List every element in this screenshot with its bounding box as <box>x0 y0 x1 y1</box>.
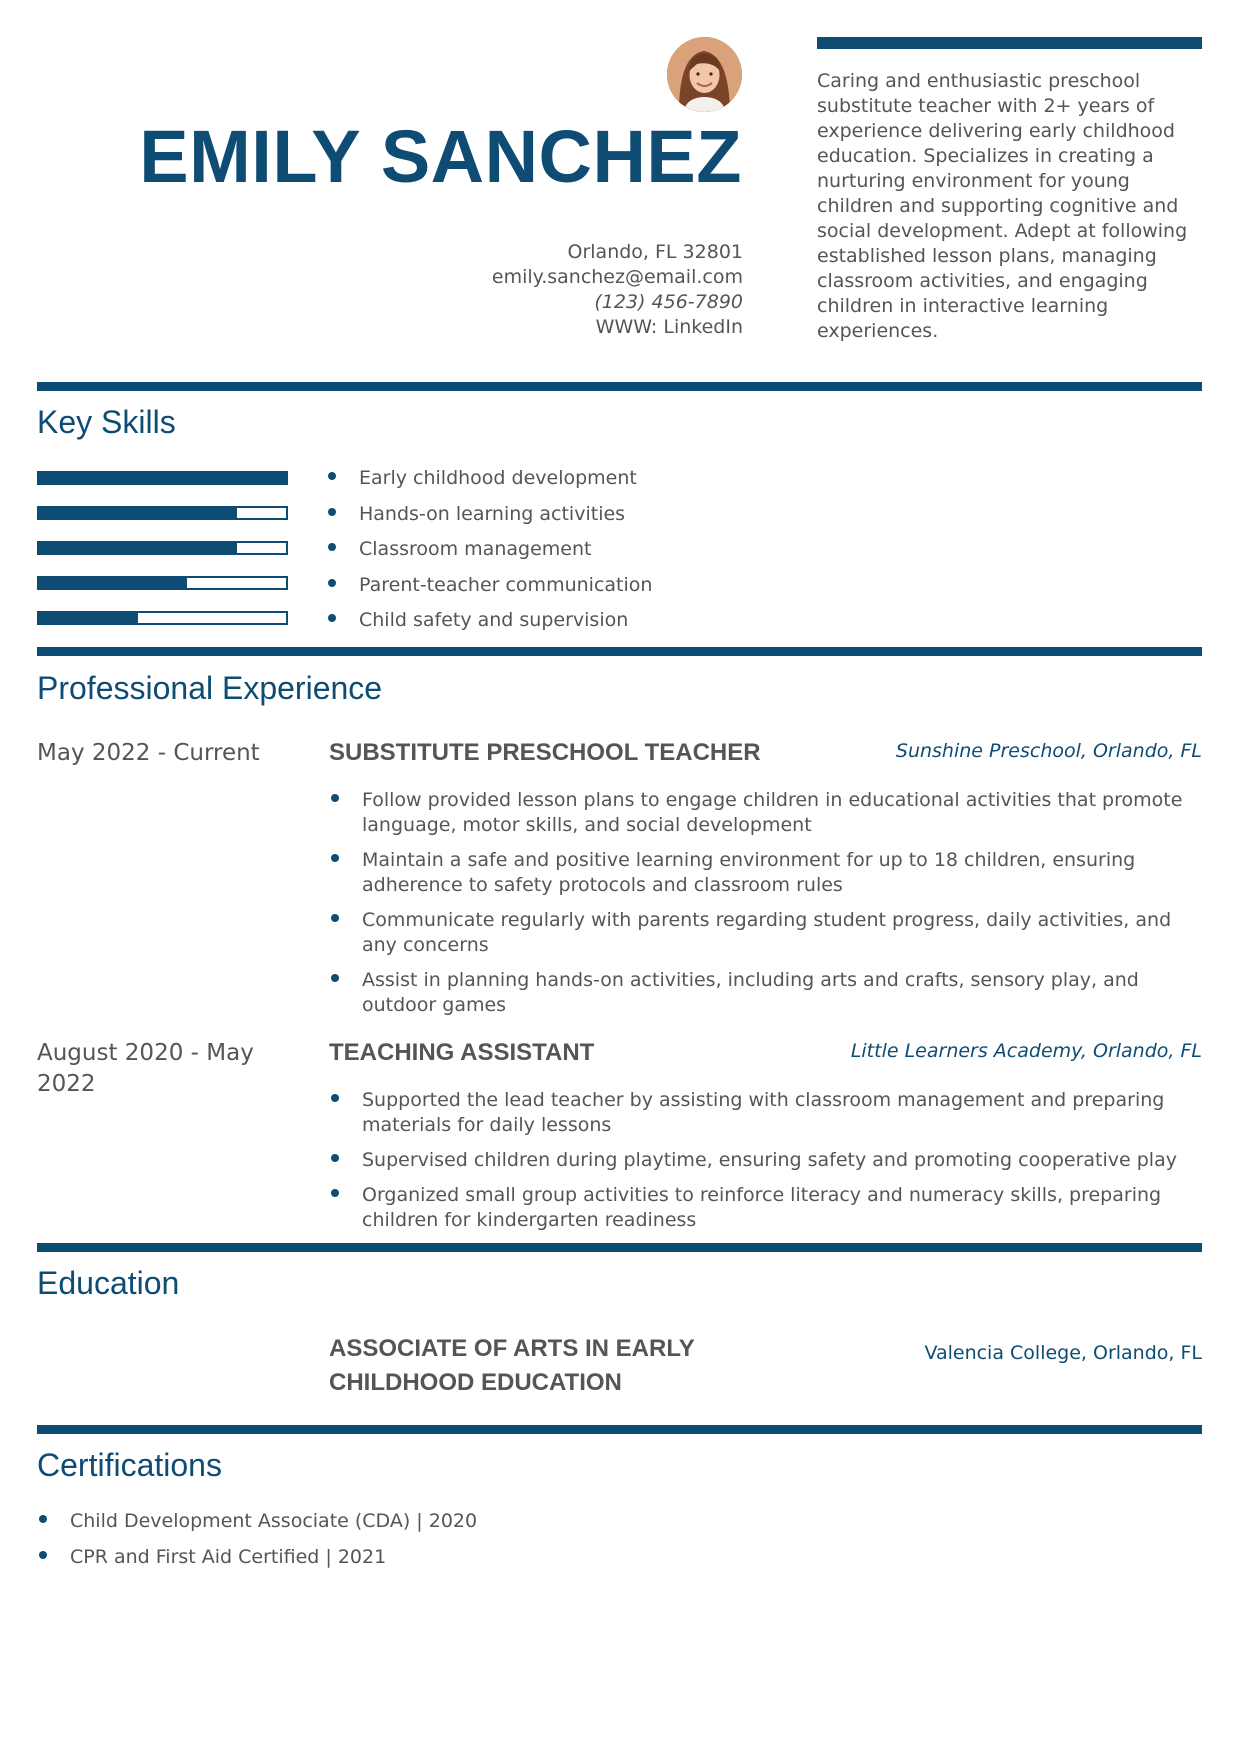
job-duty <box>329 968 1209 1018</box>
skill-label: Classroom management <box>359 538 592 560</box>
certification-text: Child Development Associate (CDA) | 2020 <box>70 1510 478 1532</box>
bullet-icon <box>331 974 339 982</box>
section-divider <box>37 647 1202 656</box>
bullet-icon <box>328 543 336 551</box>
skill-level-fill <box>39 473 286 483</box>
bullet-icon <box>39 1515 47 1523</box>
contact-location: Orlando, FL 32801 <box>567 241 743 263</box>
job-dates: May 2022 - Current <box>37 740 260 766</box>
job-duty-text: Maintain a safe and positive learning environment for up to 18 children, ensuring adherence to safety protocols and classroom rules <box>362 849 1136 896</box>
bullet-icon <box>331 854 339 862</box>
bullet-icon <box>331 914 339 922</box>
job-dates: August 2020 - May 2022 <box>37 1040 254 1097</box>
skill-level-bar <box>37 541 288 555</box>
certifications-list <box>37 1509 637 1580</box>
bullet-icon <box>328 614 336 622</box>
skill-item <box>326 573 826 598</box>
job-duty <box>329 848 1209 898</box>
job-duty <box>329 788 1209 838</box>
bullet-icon <box>328 472 336 480</box>
avatar <box>667 37 742 112</box>
skills-heading: Key Skills <box>37 404 176 440</box>
bullet-icon <box>328 508 336 516</box>
job-duty-text: Supported the lead teacher by assisting with classroom management and preparing materials for daily lessons <box>362 1089 1165 1136</box>
job-duties-list <box>329 788 1209 1028</box>
bullet-icon <box>331 1154 339 1162</box>
skill-label: Parent-teacher communication <box>359 573 653 596</box>
skill-item <box>326 466 826 491</box>
experience-heading: Professional Experience <box>37 670 383 706</box>
skill-level-fill <box>39 543 237 553</box>
job-duty <box>329 908 1209 958</box>
certifications-heading: Certifications <box>37 1447 222 1483</box>
degree-title: ASSOCIATE OF ARTS IN EARLY CHILDHOOD EDUCATION <box>329 1335 695 1396</box>
job-duty <box>329 1088 1209 1138</box>
skill-level-bar <box>37 576 288 590</box>
skills-list <box>326 466 826 644</box>
contact-website[interactable]: WWW: LinkedIn <box>595 316 743 338</box>
certification-item <box>37 1545 637 1570</box>
bullet-icon <box>331 1094 339 1102</box>
skill-level-fill <box>39 578 187 588</box>
job-duty-text: Assist in planning hands-on activities, including arts and crafts, sensory play, and outdoor games <box>362 969 1139 1016</box>
job-title: TEACHING ASSISTANT <box>329 1039 595 1066</box>
job-employer: Little Learners Academy, Orlando, FL <box>850 1040 1202 1062</box>
skill-item <box>326 537 826 562</box>
candidate-name: EMILY SANCHEZ <box>139 115 742 198</box>
job-title: SUBSTITUTE PRESCHOOL TEACHER <box>329 739 761 766</box>
skill-label: Hands-on learning activities <box>359 502 626 525</box>
job-duty-text: Supervised children during playtime, ensuring safety and promoting cooperative play <box>362 1149 1177 1171</box>
bullet-icon <box>331 1189 339 1197</box>
job-duty-text: Communicate regularly with parents regarding student progress, daily activities, and any concerns <box>362 909 1172 956</box>
skill-item <box>326 502 826 527</box>
section-divider <box>37 1425 1202 1434</box>
bullet-icon <box>39 1551 47 1559</box>
profile-photo-icon <box>667 37 742 112</box>
summary-accent-bar <box>817 37 1202 49</box>
skill-level-fill <box>39 613 138 623</box>
job-duty <box>329 1183 1209 1233</box>
job-duties-list <box>329 1088 1209 1243</box>
skill-level-bar <box>37 506 288 520</box>
skill-item <box>326 608 826 633</box>
bullet-icon <box>331 794 339 802</box>
skill-label: Early childhood development <box>359 467 637 489</box>
certification-item <box>37 1509 637 1534</box>
contact-block <box>492 240 743 340</box>
skill-level-fill <box>39 508 237 518</box>
certification-text: CPR and First Aid Certified | 2021 <box>70 1545 387 1568</box>
skill-label: Child safety and supervision <box>359 609 629 631</box>
school-name: Valencia College, Orlando, FL <box>924 1342 1202 1364</box>
section-divider <box>37 1243 1202 1252</box>
contact-email[interactable]: emily.sanchez@email.com <box>491 266 743 288</box>
education-heading: Education <box>37 1265 180 1301</box>
profile-summary: Caring and enthusiastic preschool substitute teacher with 2+ years of experience delivering early childhood education. Specializes in creating a nurturing environment for young children and supporting cognitive and social development. Adept at following established lesson plans, managing classroom activities, and engaging children in interactive learning experiences. <box>817 70 1188 342</box>
job-duty-text: Organized small group activities to reinforce literacy and numeracy skills, preparing children for kindergarten readiness <box>362 1184 1162 1231</box>
bullet-icon <box>328 579 336 587</box>
job-employer: Sunshine Preschool, Orlando, FL <box>895 740 1202 762</box>
skill-level-bar <box>37 471 288 485</box>
section-divider <box>37 382 1202 391</box>
skill-level-bar <box>37 611 288 625</box>
contact-phone[interactable]: (123) 456-7890 <box>594 291 743 313</box>
job-duty <box>329 1148 1209 1173</box>
job-duty-text: Follow provided lesson plans to engage children in educational activities that promote language, motor skills, and social development <box>362 789 1183 836</box>
